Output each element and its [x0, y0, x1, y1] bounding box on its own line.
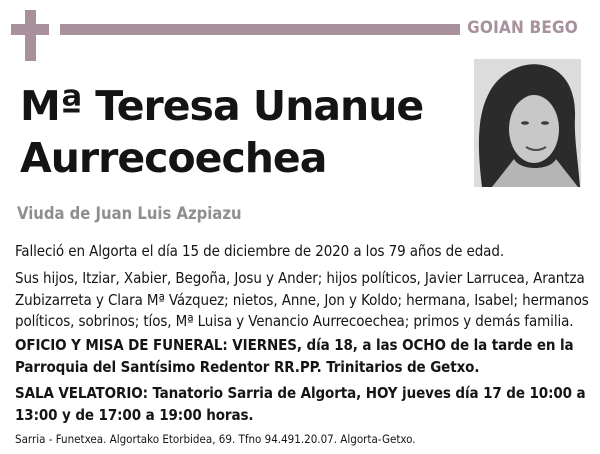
wake-paragraph: SALA VELATORIO: Tanatorio Sarria de Algorta, HOY jueves día 17 de 10:00 a 13:00 y de 17:00 a 19:00 horas. — [15, 384, 586, 424]
deceased-name-line2: Aurrecoechea — [20, 134, 327, 182]
portrait-image — [474, 59, 581, 187]
deceased-name-line1: Mª Teresa Unanue — [20, 82, 424, 130]
portrait-photo — [474, 59, 581, 187]
funeral-home-footer: Sarria - Funetxea. Algortako Etorbidea, 69. Tfno 94.491.20.07. Algorta-Getxo. — [15, 432, 416, 446]
death-paragraph: Falleció en Algorta el día 15 de diciembre de 2020 a los 79 años de edad. — [15, 242, 505, 260]
header-label: GOIAN BEGO — [467, 18, 578, 38]
cross-icon-bar — [11, 24, 49, 35]
header-rule — [60, 24, 460, 35]
family-paragraph: Sus hijos, Itziar, Xabier, Begoña, Josu y Ander; hijos políticos, Javier Larrucea, Arantza Zubizarreta y Clara Mª Vázquez; nietos, Anne, Jon y Koldo; hermana, Isabel; hermanos políticos, sobrinos; tíos, Mª Luisa y Venancio Aurrecoechea; primos y demás familia. — [15, 269, 589, 330]
cross-icon — [25, 10, 36, 61]
deceased-name — [20, 80, 460, 184]
widow-subtitle: Viuda de Juan Luis Azpiazu — [17, 204, 242, 223]
funeral-paragraph: OFICIO Y MISA DE FUNERAL: VIERNES, día 18, a las OCHO de la tarde en la Parroquia del Santísimo Redentor RR.PP. Trinitarios de Getxo. — [15, 336, 574, 376]
